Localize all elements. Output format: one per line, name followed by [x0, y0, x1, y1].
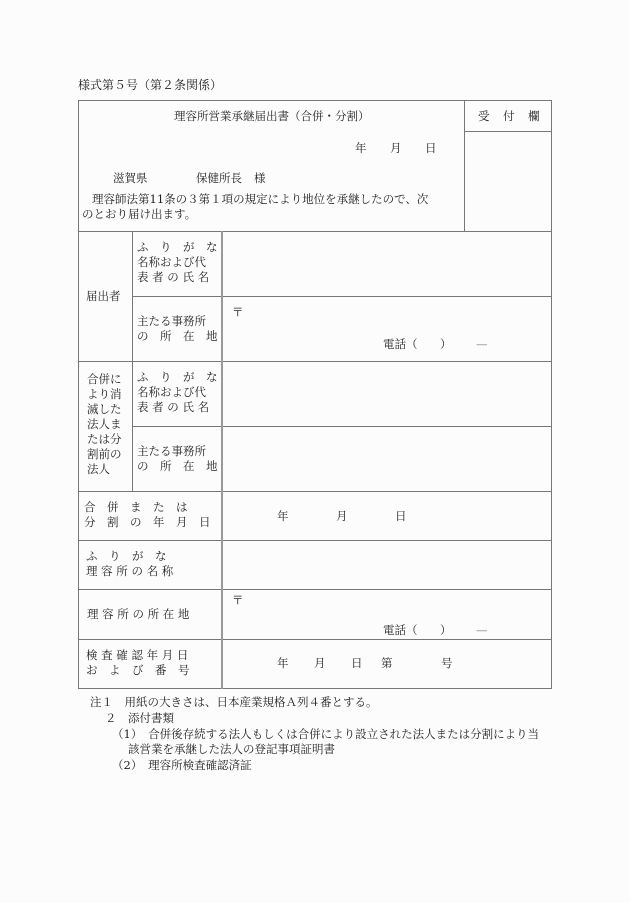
date-day: 日	[425, 141, 437, 155]
reception-label: 受 付 欄	[478, 109, 541, 123]
inspection-no-prefix: 第	[381, 656, 393, 670]
date-month: 月	[390, 141, 402, 155]
shop-phone-close: ）	[440, 623, 452, 637]
merger-year: 年	[277, 509, 289, 523]
merger-day: 日	[395, 509, 407, 523]
inspection-year: 年	[277, 656, 289, 670]
shop-name-label: ふ り が な 理 容 所 の 名 称	[86, 549, 174, 578]
note-1: 注１ 用紙の大きさは、日本産業規格Ａ列４番とする。	[90, 695, 378, 709]
applicant-name-label: ふ り が な 名称および代 表 者 の 氏 名	[137, 240, 218, 284]
applicant-address-label: 主たる事務所 の 所 在 地	[137, 314, 218, 343]
phone-dash: —	[476, 337, 488, 351]
statement-line1: 理容師法第11条の３第１項の規定により地位を承継したので、次	[92, 192, 429, 206]
statement-line2: のとおり届け出ます。	[82, 207, 197, 221]
inspection-day: 日	[351, 656, 363, 670]
phone-close: ）	[440, 337, 452, 351]
col-line	[132, 231, 133, 491]
merger-date-field[interactable]	[223, 492, 551, 539]
dissolved-name-label: ふ り が な 名称および代 表 者 の 氏 名	[137, 370, 218, 414]
form-number: 様式第５号（第２条関係）	[78, 78, 223, 92]
note-2: ２ 添付書類	[105, 711, 174, 725]
note-2-1a: （1） 合併後存続する法人もしくは合併により設立された法人または分割により当	[112, 727, 540, 741]
dissolved-name-field[interactable]	[223, 362, 551, 425]
inspection-no-suffix: 号	[441, 656, 453, 670]
merger-month: 月	[336, 509, 348, 523]
note-2-1b: 該営業を承継した法人の登記事項証明書	[128, 742, 335, 756]
dissolved-group-label: 合併に より消 滅した 法人ま たは分 割前の 法人	[87, 372, 122, 476]
applicant-name-field[interactable]	[223, 232, 551, 295]
dissolved-address-label: 主たる事務所 の 所 在 地	[137, 444, 218, 473]
dissolved-address-field[interactable]	[223, 427, 551, 490]
note-2-2: （2） 理容所検査確認済証	[112, 758, 252, 772]
shop-address-label: 理 容 所 の 所 在 地	[87, 607, 190, 621]
phone-label: 電話（	[383, 337, 418, 351]
date-year: 年	[355, 141, 367, 155]
addressee-honorific: 様	[254, 171, 266, 185]
shop-phone-dash: —	[476, 623, 488, 637]
shop-postal-mark: 〒	[232, 593, 244, 607]
postal-mark: 〒	[232, 305, 244, 319]
addressee-prefecture: 滋賀県	[113, 171, 148, 185]
reception-stamp-area[interactable]	[465, 132, 551, 230]
inspection-label: 検 査 確 認 年 月 日 お よ び 番 号	[86, 648, 190, 677]
applicant-group-label: 届出者	[86, 289, 121, 303]
addressee-office: 保健所長	[196, 171, 242, 185]
merger-date-label: 合 併 ま た は 分 割 の 年 月 日	[84, 500, 211, 529]
inspection-month: 月	[314, 656, 326, 670]
shop-name-field[interactable]	[223, 541, 551, 588]
shop-phone-label: 電話（	[383, 623, 418, 637]
form-title: 理容所営業承継届出書（合併・分割）	[174, 109, 370, 123]
